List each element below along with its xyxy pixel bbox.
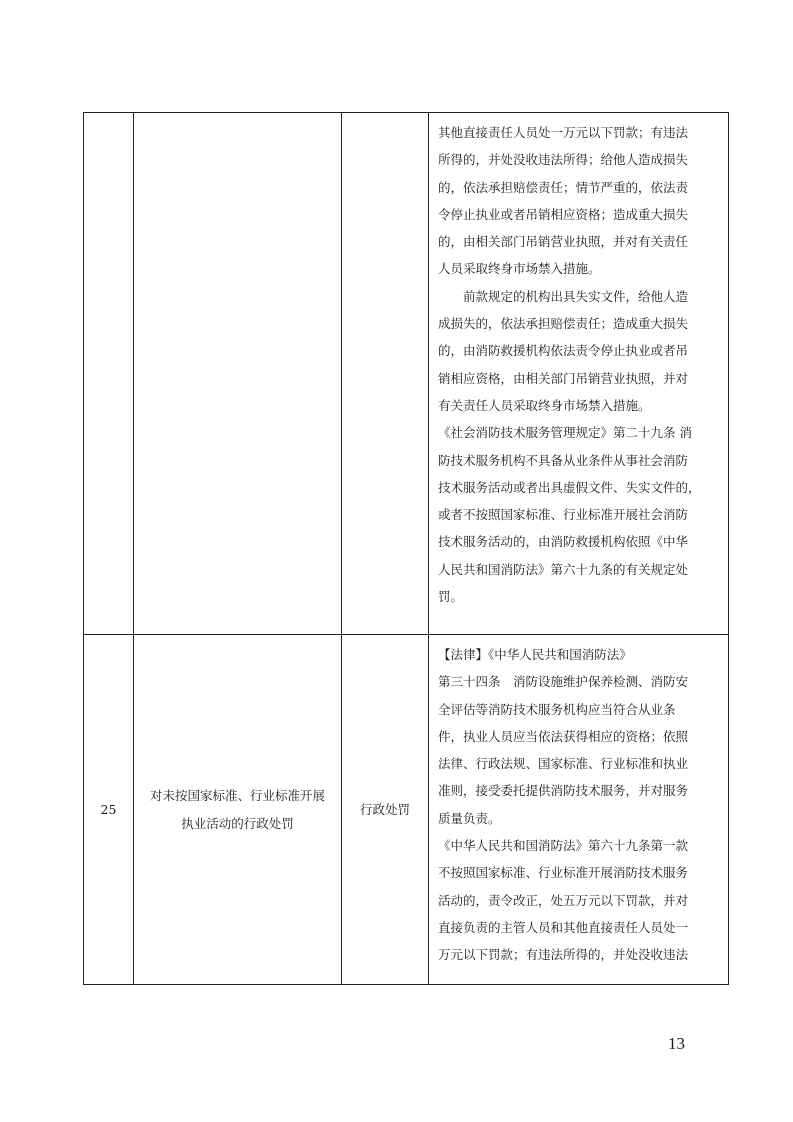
item-name-line: 执业活动的行政处罚 [181, 815, 294, 831]
item-number: 25 [84, 635, 134, 985]
basis-paragraph [438, 119, 722, 283]
basis-line: 人员采取终身市场禁入措施。 [438, 261, 601, 277]
basis-line: 【法律】《中华人民共和国消防法》 [438, 647, 632, 662]
basis-line: 的，依法承担赔偿责任；情节严重的，依法责 [438, 179, 689, 195]
basis-line: 技术服务活动或者出具虚假文件、失实文件的， [438, 479, 701, 495]
basis-line: 万元以下罚款；有违法所得的，并处没收违法 [438, 947, 689, 963]
basis-line: 直接负责的主管人员和其他直接责任人员处一 [438, 919, 689, 935]
basis-line: 或者不按照国家标准、行业标准开展社会消防 [438, 507, 689, 523]
basis-line: 的，由消防救援机构依法责令停止执业或者吊 [438, 343, 689, 359]
basis-line: 防技术服务机构不具备从业条件从事社会消防 [438, 452, 689, 468]
administrative-penalty-table [83, 112, 729, 985]
item-name [134, 113, 342, 635]
basis-line: 成损失的，依法承担赔偿责任；造成重大损失 [438, 316, 689, 332]
basis-line: 《社会消防技术服务管理规定》第二十九条 消 [438, 425, 692, 441]
table-row [84, 113, 729, 635]
basis-paragraph [438, 283, 722, 419]
basis-line: 其他直接责任人员处一万元以下罚款；有违法 [438, 125, 689, 140]
basis-paragraph [438, 419, 722, 610]
basis-line: 销相应资格，由相关部门吊销营业执照，并对 [438, 370, 689, 386]
basis-line: 质量负责。 [438, 810, 501, 826]
basis-line: 活动的，责令改正，处五万元以下罚款，并对 [438, 892, 689, 908]
item-category: 行政处罚 [342, 635, 429, 985]
basis-line: 第三十四条 消防设施维护保养检测、消防安 [438, 674, 689, 690]
basis-line: 罚。 [438, 589, 464, 605]
basis-line: 《中华人民共和国消防法》第六十九条第一款 [438, 838, 689, 854]
legal-basis [429, 113, 729, 635]
basis-line: 前款规定的机构出具失实文件，给他人造 [463, 288, 689, 304]
basis-line: 法律、行政法规、国家标准、行业标准和执业 [438, 756, 689, 772]
basis-line: 人民共和国消防法》第六十九条的有关规定处 [438, 561, 689, 577]
item-name-line: 对未按国家标准、行业标准开展 [149, 788, 325, 804]
basis-line: 不按照国家标准、行业标准开展消防技术服务 [438, 865, 689, 881]
table-row [84, 635, 729, 985]
basis-line: 令停止执业或者吊销相应资格；造成重大损失 [438, 206, 689, 222]
item-name [134, 635, 342, 985]
basis-line: 件，执业人员应当依法获得相应的资格；依照 [438, 728, 689, 744]
basis-line: 的，由相关部门吊销营业执照，并对有关责任 [438, 234, 689, 250]
legal-basis [429, 635, 729, 985]
basis-line: 所得的，并处没收违法所得；给他人造成损失 [438, 152, 689, 168]
item-category [342, 113, 429, 635]
basis-line: 技术服务活动的，由消防救援机构依照《中华 [438, 534, 689, 550]
page-number: 13 [668, 1034, 685, 1053]
basis-line: 有关责任人员采取终身市场禁入措施。 [438, 397, 651, 413]
basis-paragraph [438, 668, 722, 832]
item-number [84, 113, 134, 635]
basis-paragraph [438, 832, 722, 968]
basis-paragraph [438, 641, 722, 668]
basis-line: 准则，接受委托提供消防技术服务，并对服务 [438, 783, 689, 799]
basis-line: 全评估等消防技术服务机构应当符合从业条 [438, 701, 676, 717]
